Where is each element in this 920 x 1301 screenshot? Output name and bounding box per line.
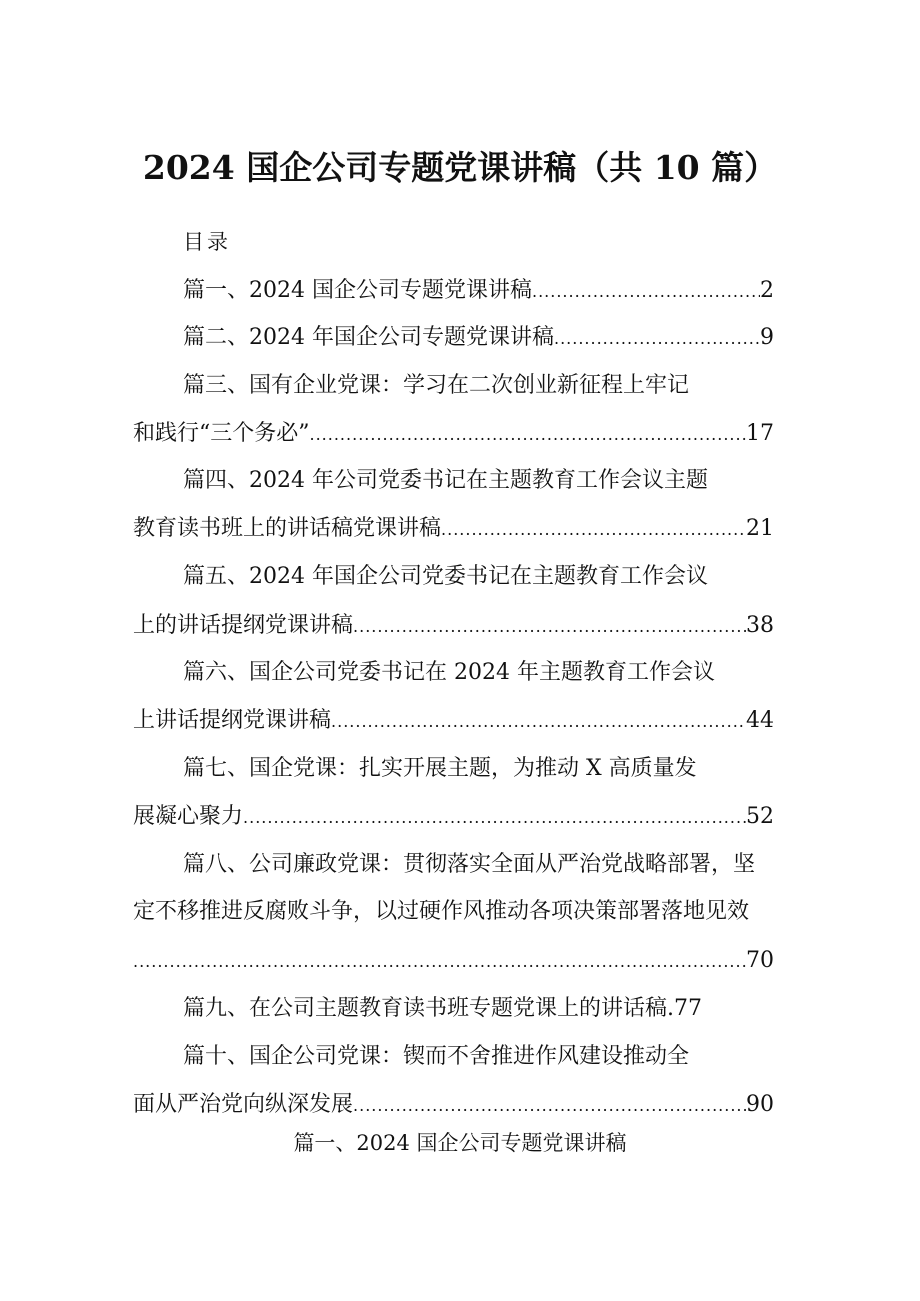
toc-entry-text: 上的讲话提纲党课讲稿: [133, 613, 354, 638]
toc-entry-text: 上讲话提纲党课讲稿: [133, 708, 332, 733]
toc-entry-text: 篇九、在公司主题教育读书班专题党课上的讲话稿.: [183, 996, 674, 1021]
toc-leader-dots: [554, 324, 760, 354]
toc-page-number: 70: [746, 948, 774, 973]
toc-entry-text: 教育读书班上的讲话稿党课讲稿: [133, 516, 442, 541]
toc-entry-continuation[interactable]: [133, 946, 774, 977]
toc-leader-dots: [133, 947, 746, 977]
toc-entry[interactable]: [183, 994, 702, 1024]
toc-entry-text: 展凝心聚力: [133, 804, 244, 829]
toc-entry[interactable]: 篇八、公司廉政党课：贯彻落实全面从严治党战略部署，坚: [183, 852, 756, 877]
toc-heading: 目录: [183, 230, 231, 254]
toc-entry-text: 和践行“三个务必”: [133, 421, 310, 446]
toc-entry-continuation[interactable]: [133, 514, 774, 545]
toc-entry-continuation[interactable]: 定不移推进反腐败斗争，以过硬作风推动各项决策部署落地见效: [133, 899, 750, 924]
toc-leader-dots: [441, 515, 746, 545]
toc-entry[interactable]: [183, 323, 774, 354]
toc-page-number: 21: [746, 516, 774, 541]
toc-leader-dots: [532, 277, 760, 307]
toc-entry[interactable]: 篇五、2024 年国企公司党委书记在主题教育工作会议: [183, 564, 708, 589]
toc-entry-text: 篇一、2024 国企公司专题党课讲稿: [183, 278, 532, 303]
toc-page-number: 90: [746, 1092, 774, 1117]
toc-entry-text: 篇二、2024 年国企公司专题党课讲稿: [183, 325, 554, 350]
toc-leader-dots: [331, 707, 746, 737]
toc-page-number: 38: [746, 613, 774, 638]
toc-entry[interactable]: [183, 276, 774, 307]
toc-entry-text: 面从严治党向纵深发展: [133, 1092, 354, 1117]
toc-page-number: 2: [760, 278, 774, 303]
toc-entry[interactable]: 篇三、国有企业党课：学习在二次创业新征程上牢记: [183, 373, 690, 398]
toc-page-number: 9: [760, 325, 774, 350]
toc-leader-dots: [353, 612, 746, 642]
toc-entry-continuation[interactable]: [133, 706, 774, 737]
toc-leader-dots: [243, 803, 746, 833]
toc-entry[interactable]: 篇四、2024 年公司党委书记在主题教育工作会议主题: [183, 468, 708, 493]
document-title: 2024 国企公司专题党课讲稿（共 10 篇）: [142, 148, 778, 187]
toc-page-number: 44: [746, 708, 774, 733]
toc-page-number: 52: [746, 804, 774, 829]
section-title: 篇一、2024 国企公司专题党课讲稿: [293, 1131, 627, 1155]
toc-entry[interactable]: 篇十、国企公司党课：锲而不舍推进作风建设推动全: [183, 1044, 690, 1069]
toc-leader-dots: [353, 1091, 746, 1121]
toc-entry-continuation[interactable]: [133, 802, 774, 833]
toc-entry-continuation[interactable]: [133, 1090, 774, 1121]
toc-entry[interactable]: 篇六、国企公司党委书记在 2024 年主题教育工作会议: [183, 660, 715, 685]
toc-entry-continuation[interactable]: [133, 419, 774, 450]
toc-page-number: 77: [674, 996, 702, 1021]
toc-entry[interactable]: 篇七、国企党课：扎实开展主题，为推动 X 高质量发: [183, 756, 697, 781]
toc-page-number: 17: [746, 421, 774, 446]
toc-leader-dots: [310, 420, 747, 450]
toc-entry-continuation[interactable]: [133, 611, 774, 642]
